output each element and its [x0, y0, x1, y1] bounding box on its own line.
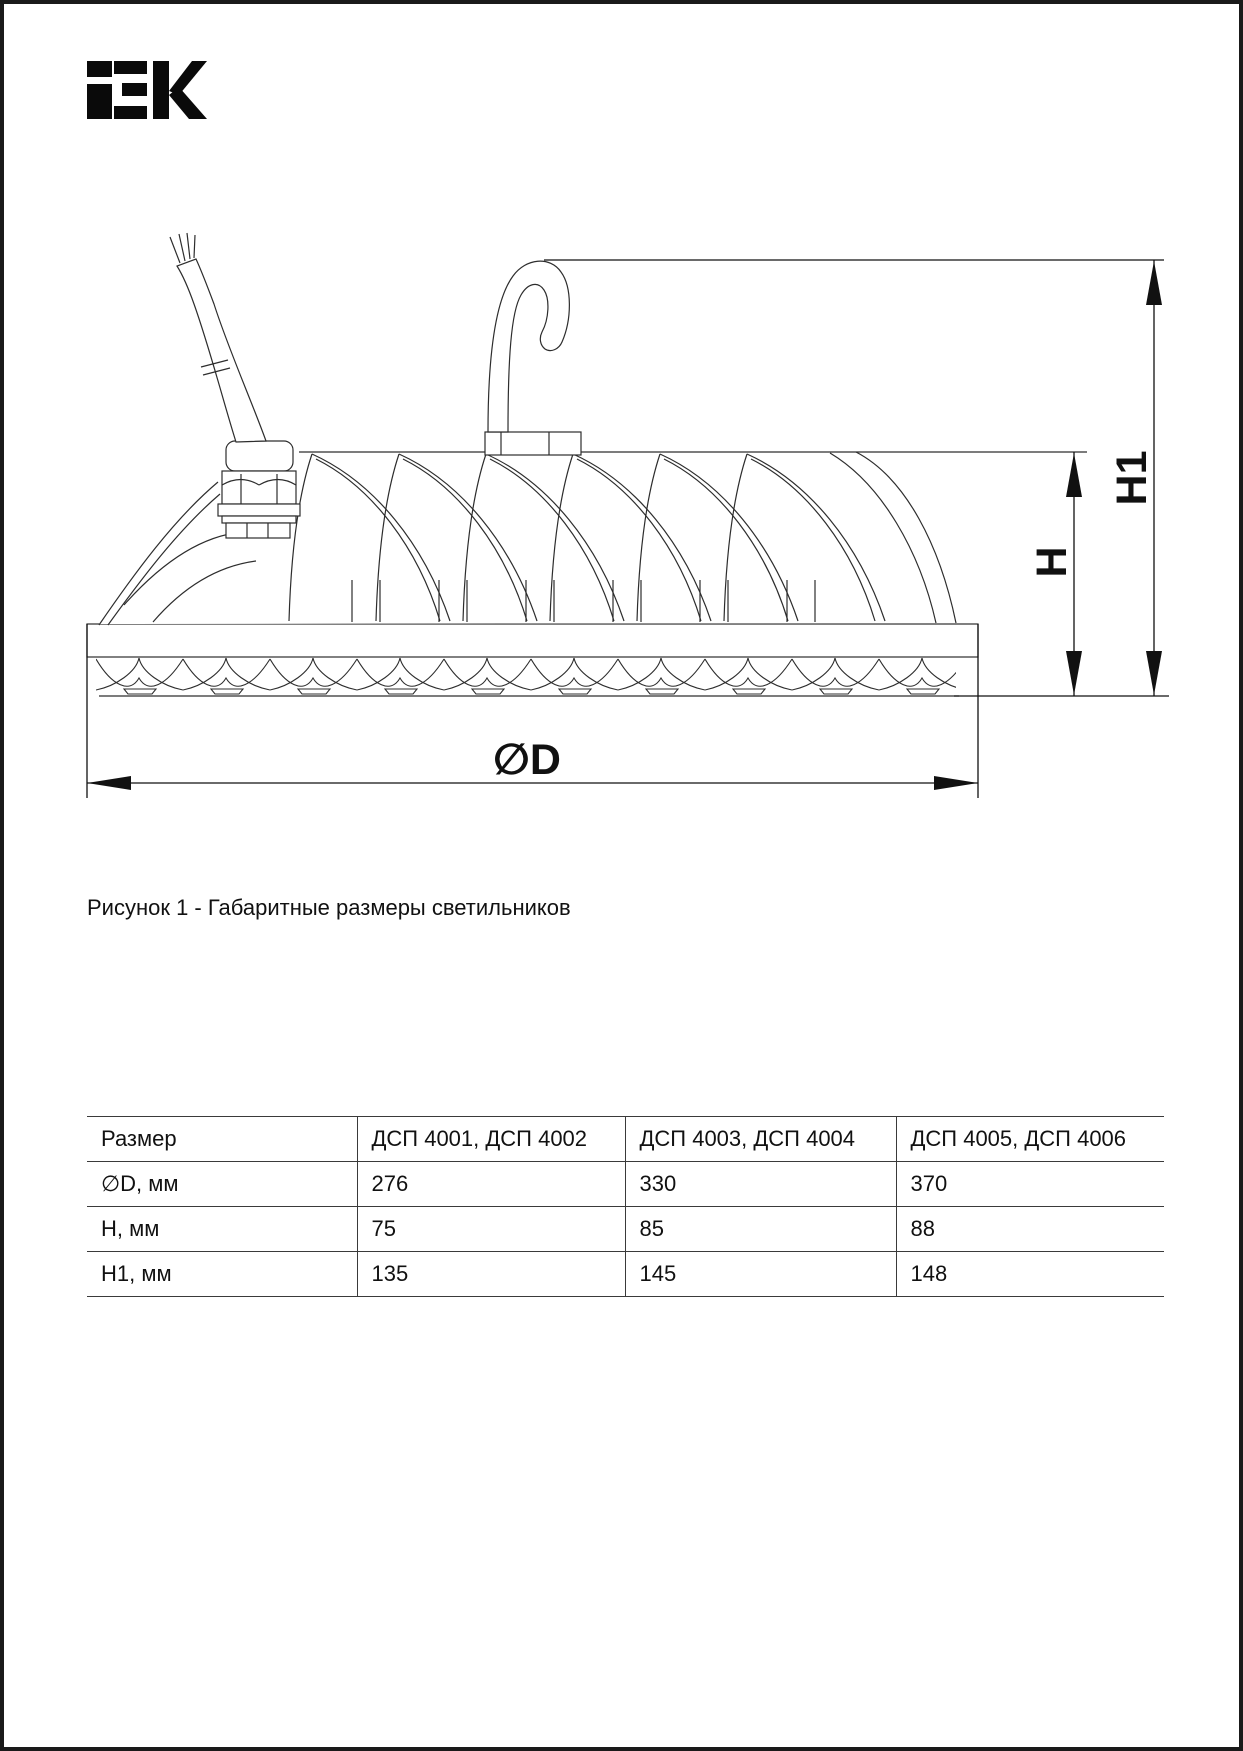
- hanging-hook: [485, 261, 581, 455]
- logo-k-stem: [153, 61, 169, 119]
- table-row: [87, 1162, 1164, 1207]
- value-cell: 370: [896, 1162, 1164, 1207]
- gland-flange: [218, 504, 300, 516]
- header-cell: Размер: [87, 1117, 357, 1162]
- gland-hex-nut: [222, 471, 296, 504]
- table-row: [87, 1252, 1164, 1297]
- cable-sheath: [177, 259, 266, 442]
- logo-e-mid: [122, 83, 147, 96]
- value-cell: 148: [896, 1252, 1164, 1297]
- logo-e-bottom: [114, 106, 147, 119]
- value-cell: 330: [625, 1162, 896, 1207]
- d-label: ∅D: [493, 736, 561, 784]
- dimensional-drawing: [4, 224, 1243, 824]
- gland-collar: [226, 523, 290, 538]
- arrow-left-icon: [87, 776, 131, 790]
- header-cell: ДСП 4001, ДСП 4002: [357, 1117, 625, 1162]
- logo-i-stem: [87, 84, 112, 119]
- table-row: [87, 1207, 1164, 1252]
- value-cell: 145: [625, 1252, 896, 1297]
- header-cell: ДСП 4005, ДСП 4006: [896, 1117, 1164, 1162]
- hook-base: [485, 432, 581, 455]
- wire-strands: [170, 233, 195, 263]
- row-label-cell: ∅D, мм: [87, 1162, 357, 1207]
- header-cell: ДСП 4003, ДСП 4004: [625, 1117, 896, 1162]
- bottom-lattice: [96, 656, 959, 696]
- arrow-down-icon: [1066, 651, 1082, 695]
- dimensions-table: [87, 1116, 1164, 1297]
- arrow-up-icon: [1066, 453, 1082, 497]
- value-cell: 88: [896, 1207, 1164, 1252]
- gland-washer: [222, 516, 296, 523]
- value-cell: 276: [357, 1162, 625, 1207]
- arrow-right-icon: [934, 776, 978, 790]
- arrow-up-icon: [1146, 261, 1162, 305]
- value-cell: 135: [357, 1252, 625, 1297]
- power-cable: [170, 233, 266, 442]
- h-label: Н: [1028, 546, 1076, 578]
- hook-arm: [488, 261, 569, 432]
- table-header-row: [87, 1117, 1164, 1162]
- iek-logo: [87, 61, 207, 119]
- iek-logo-graphic: [87, 61, 207, 119]
- bottom-plate: [87, 624, 978, 657]
- row-label-cell: Н, мм: [87, 1207, 357, 1252]
- arrow-down-icon: [1146, 651, 1162, 695]
- logo-e-top: [114, 61, 147, 74]
- logo-i-dot: [87, 61, 112, 77]
- logo-k-upper-arm: [169, 61, 207, 95]
- cable-gland: [218, 441, 300, 538]
- logo-k-lower-arm: [169, 87, 207, 119]
- h1-label: Н1: [1108, 450, 1156, 506]
- row-label-cell: Н1, мм: [87, 1252, 357, 1297]
- value-cell: 85: [625, 1207, 896, 1252]
- value-cell: 75: [357, 1207, 625, 1252]
- figure-caption: Рисунок 1 - Габаритные размеры светильников: [87, 895, 571, 920]
- gland-cap: [226, 441, 293, 471]
